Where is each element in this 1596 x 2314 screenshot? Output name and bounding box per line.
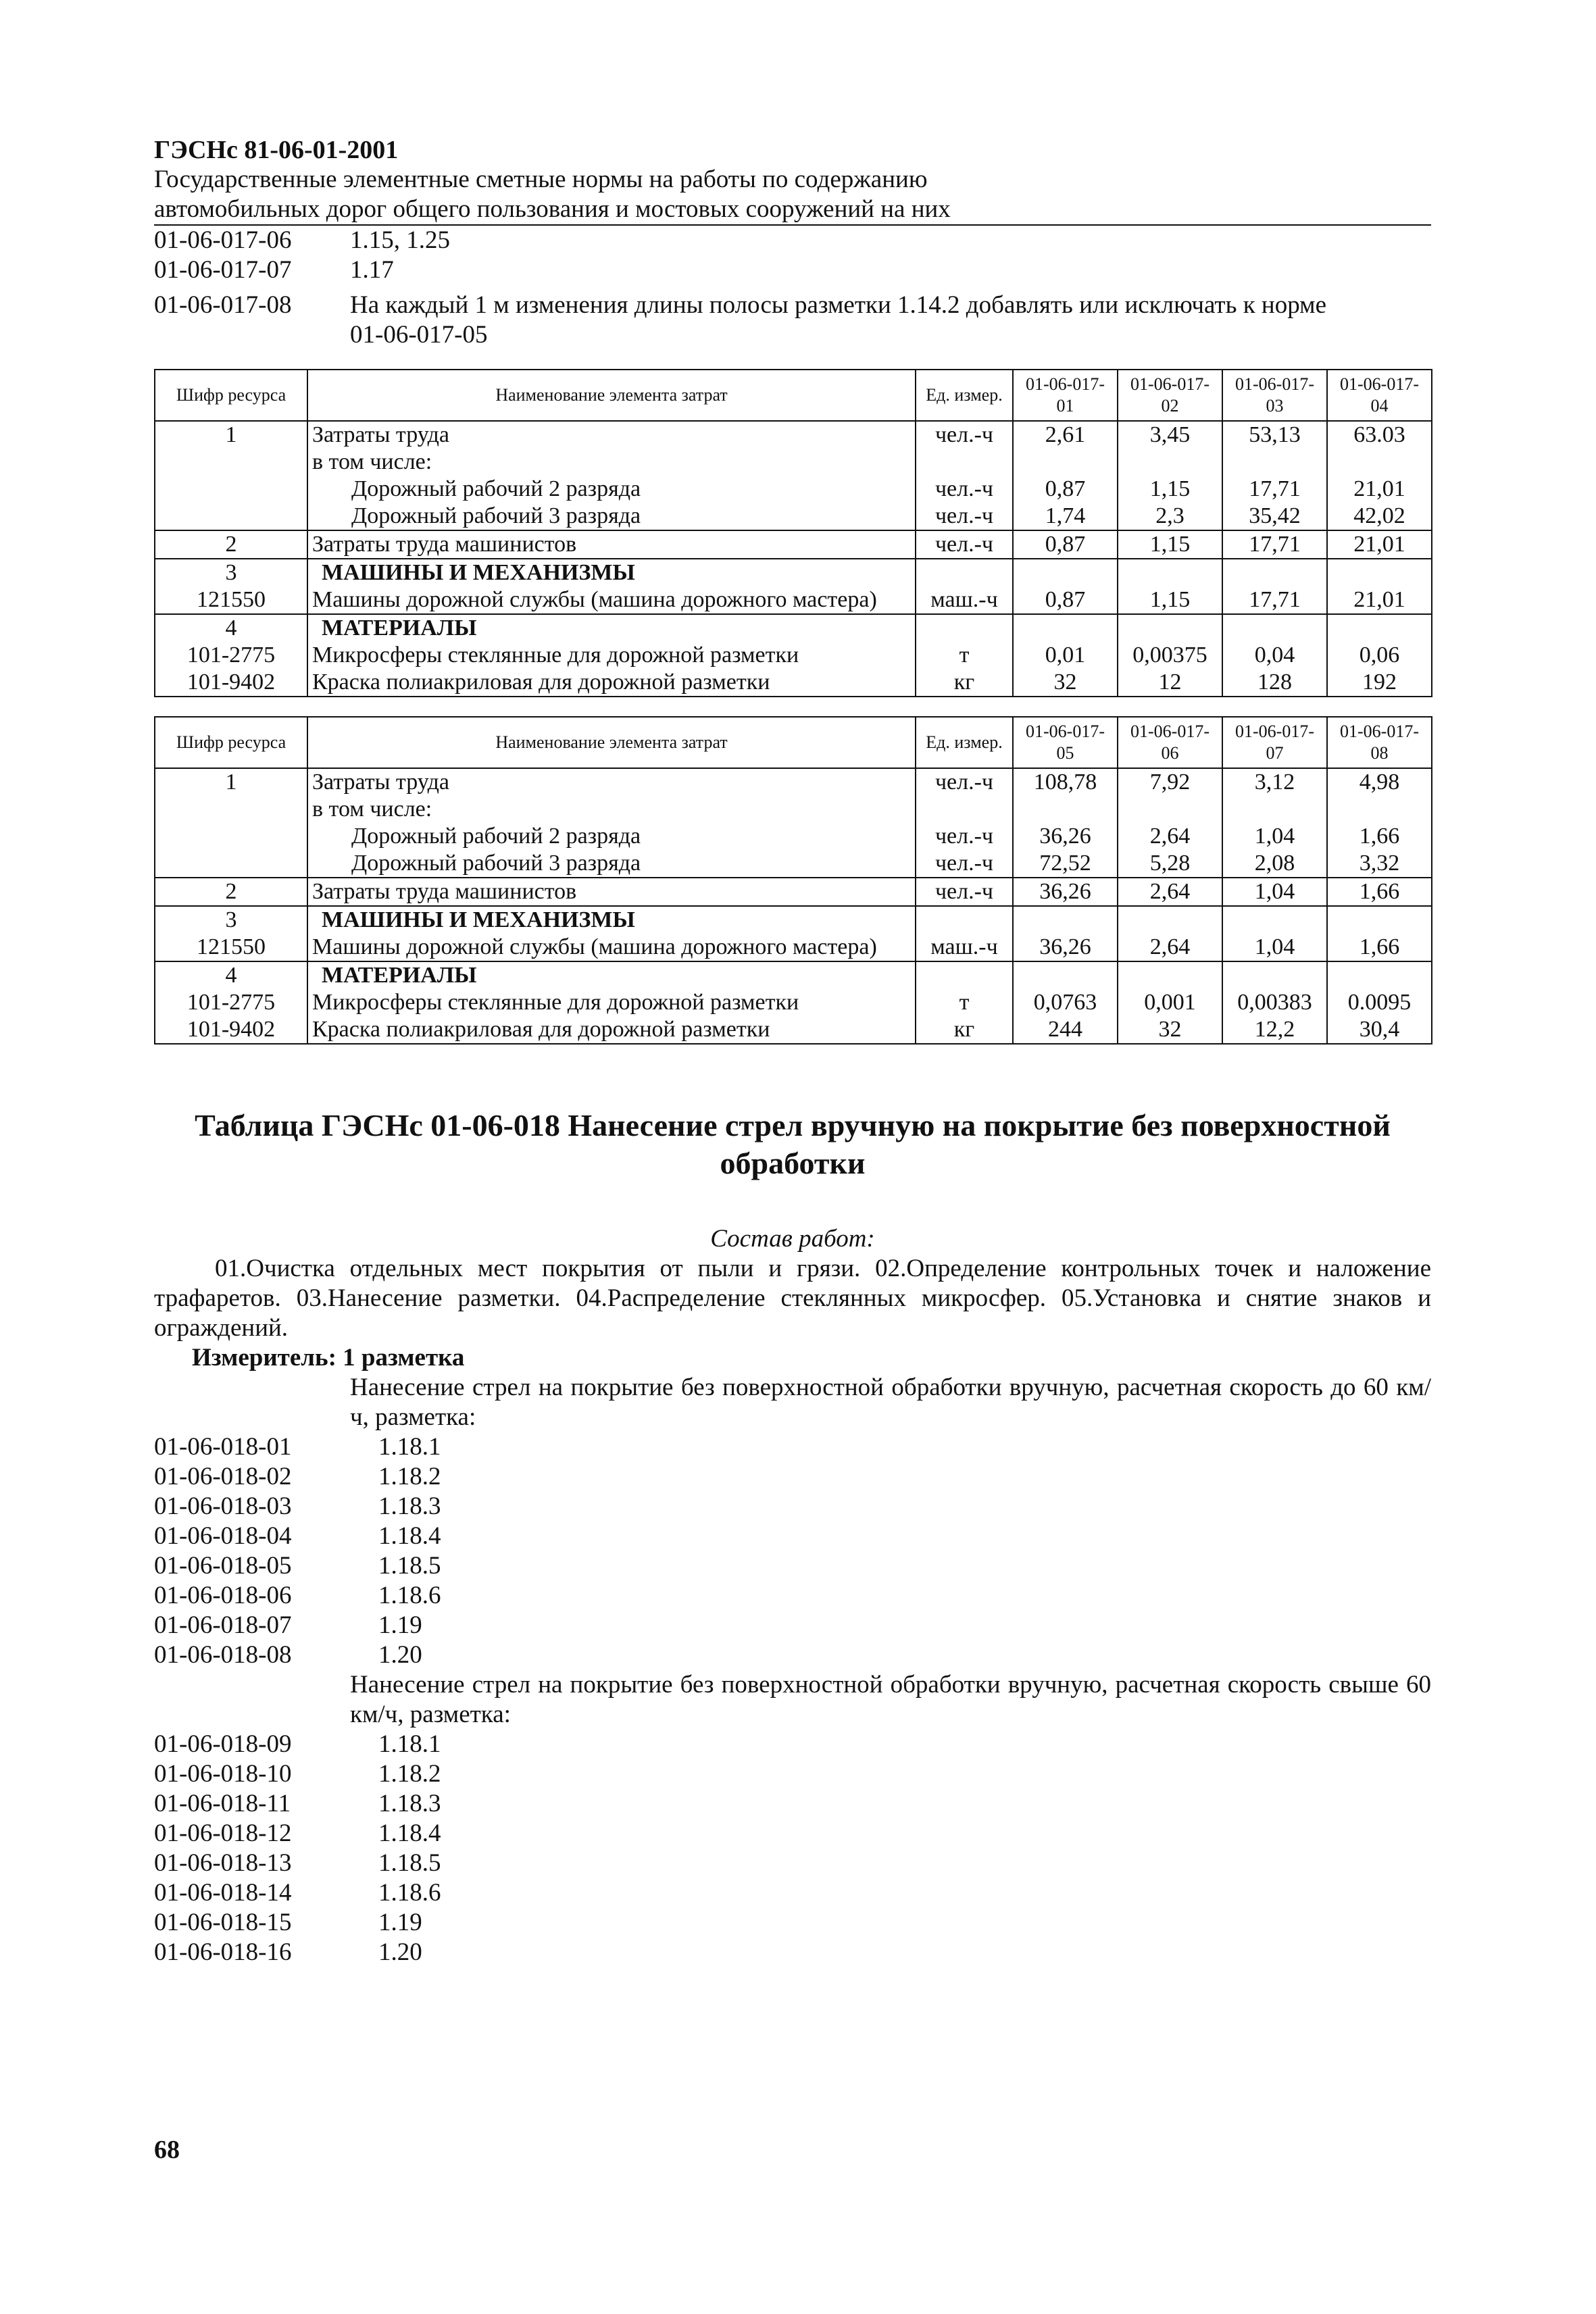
measure-value: 1 разметка	[343, 1344, 465, 1372]
resource-unit: кг	[916, 669, 1013, 697]
norm-value	[1118, 449, 1222, 476]
resource-name: в том числе:	[307, 449, 916, 476]
norm-value: 0,00383	[1222, 989, 1327, 1016]
code-row	[154, 1611, 1431, 1640]
norm-value: 2,08	[1222, 850, 1327, 878]
code-row	[154, 1908, 1431, 1938]
norm-value: 12,2	[1222, 1016, 1327, 1044]
code-row	[154, 1640, 1431, 1670]
section-heading: МАШИНЫ И МЕХАНИЗМЫ	[307, 559, 916, 586]
table-row	[155, 989, 1432, 1016]
resource-code: 4	[155, 614, 307, 642]
resource-code	[155, 449, 307, 476]
resource-unit	[916, 614, 1013, 642]
norm-ref: 1.17	[350, 256, 394, 284]
norm-value	[1013, 906, 1118, 934]
norm-code: 01-06-018-12	[154, 1819, 292, 1847]
code-row	[154, 291, 1431, 320]
document-page	[154, 135, 1431, 1967]
norm-code: 01-06-018-10	[154, 1760, 292, 1788]
norm-code: 01-06-017-07	[154, 256, 292, 284]
norm-value: 1,15	[1118, 530, 1222, 559]
norm-code: 01-06-018-09	[154, 1730, 292, 1758]
resource-unit	[916, 449, 1013, 476]
norm-value: 36,26	[1013, 934, 1118, 961]
norm-value: 1,66	[1327, 934, 1432, 961]
norm-value: 2,64	[1118, 823, 1222, 850]
norm-value: 0,06	[1327, 642, 1432, 669]
header-name: Наименование элемента затрат	[307, 717, 916, 768]
table-row	[155, 878, 1432, 906]
page-number: 68	[154, 2136, 180, 2164]
norm-ref: 1.18.6	[378, 1582, 441, 1609]
norm-value: 2,61	[1013, 421, 1118, 449]
norm-code: 01-06-018-03	[154, 1492, 292, 1520]
norm-value: 128	[1222, 669, 1327, 697]
norm-value: 108,78	[1013, 768, 1118, 796]
code-row	[154, 1581, 1431, 1611]
resource-code: 101-9402	[155, 1016, 307, 1044]
resource-unit: т	[916, 642, 1013, 669]
table-row	[155, 476, 1432, 503]
norm-value	[1222, 449, 1327, 476]
norm-value: 72,52	[1013, 850, 1118, 878]
resource-unit	[916, 961, 1013, 989]
norm-value	[1222, 906, 1327, 934]
resource-unit	[916, 796, 1013, 823]
norm-code: 01-06-018-11	[154, 1790, 291, 1817]
resource-unit: т	[916, 989, 1013, 1016]
norm-value: 17,71	[1222, 476, 1327, 503]
header-norm: 01-06-017-01	[1013, 370, 1118, 421]
norm-value: 21,01	[1327, 476, 1432, 503]
group-description: Нанесение стрел на покрытие без поверхностной обработки вручную, расчетная скорость свыше 60 км/ч, разметка:	[350, 1671, 1431, 1728]
group-description: Нанесение стрел на покрытие без поверхностной обработки вручную, расчетная скорость до 60 км/ч, разметка:	[350, 1374, 1431, 1431]
table-row	[155, 850, 1432, 878]
resource-code: 101-9402	[155, 669, 307, 697]
table-row	[155, 934, 1432, 961]
table-row	[155, 823, 1432, 850]
norm-value: 0,87	[1013, 586, 1118, 614]
norm-value: 1,66	[1327, 878, 1432, 906]
code-row	[154, 1462, 1431, 1492]
resource-code: 4	[155, 961, 307, 989]
table-row	[155, 1016, 1432, 1044]
header-norm: 01-06-017-06	[1118, 717, 1222, 768]
work-composition-label: Состав работ:	[710, 1225, 875, 1253]
norm-value: 17,71	[1222, 530, 1327, 559]
norm-code: 01-06-018-15	[154, 1909, 292, 1936]
norm-ref: 1.19	[378, 1909, 422, 1936]
resource-code: 101-2775	[155, 642, 307, 669]
header-unit: Ед. измер.	[916, 370, 1013, 421]
norm-code: 01-06-018-06	[154, 1582, 292, 1609]
norm-value: 2,3	[1118, 503, 1222, 530]
resource-code	[155, 476, 307, 503]
header-norm: 01-06-017-04	[1327, 370, 1432, 421]
norm-value	[1118, 906, 1222, 934]
table-row	[155, 796, 1432, 823]
norm-value: 0,001	[1118, 989, 1222, 1016]
norm-ref: 1.18.5	[378, 1849, 441, 1877]
resource-name: Затраты труда машинистов	[307, 878, 916, 906]
table-row	[155, 669, 1432, 697]
resource-unit	[916, 559, 1013, 586]
norm-value	[1327, 559, 1432, 586]
norm-value	[1118, 559, 1222, 586]
norm-value: 1,15	[1118, 476, 1222, 503]
resource-name: Машины дорожной службы (машина дорожного мастера)	[307, 586, 916, 614]
resource-code	[155, 503, 307, 530]
resource-unit: чел.-ч	[916, 823, 1013, 850]
resource-unit: маш.-ч	[916, 586, 1013, 614]
norm-value	[1013, 961, 1118, 989]
section-title-line: Таблица ГЭСНс 01-06-018 Нанесение стрел вручную на покрытие без поверхностной	[195, 1108, 1391, 1142]
norm-ref: 1.18.2	[378, 1463, 441, 1490]
norm-ref: 1.20	[378, 1938, 422, 1966]
norm-value	[1118, 614, 1222, 642]
norm-value: 21,01	[1327, 530, 1432, 559]
norm-value: 1,04	[1222, 934, 1327, 961]
header-line-1: Государственные элементные сметные нормы на работы по содержанию	[154, 166, 928, 193]
norm-value: 244	[1013, 1016, 1118, 1044]
norm-value: 4,98	[1327, 768, 1432, 796]
norm-value: 21,01	[1327, 586, 1432, 614]
resource-table-1	[154, 369, 1432, 697]
norm-value: 1,04	[1222, 823, 1327, 850]
code-row	[154, 1432, 1431, 1462]
code-row	[154, 1521, 1431, 1551]
header-norm: 01-06-017-08	[1327, 717, 1432, 768]
norm-value	[1118, 796, 1222, 823]
header-code: Шифр ресурса	[155, 717, 307, 768]
resource-name: Затраты труда	[307, 768, 916, 796]
resource-code: 2	[155, 530, 307, 559]
norm-code: 01-06-018-16	[154, 1938, 292, 1966]
norm-ref: 1.18.1	[378, 1730, 441, 1758]
header-code: Шифр ресурса	[155, 370, 307, 421]
norm-code: 01-06-017-06	[154, 226, 292, 254]
norm-code: 01-06-018-02	[154, 1463, 292, 1490]
table-row	[155, 961, 1432, 989]
norm-value: 36,26	[1013, 823, 1118, 850]
resource-unit: чел.-ч	[916, 850, 1013, 878]
resource-unit: чел.-ч	[916, 421, 1013, 449]
norm-value: 1,15	[1118, 586, 1222, 614]
header-unit: Ед. измер.	[916, 717, 1013, 768]
norm-value: 0,01	[1013, 642, 1118, 669]
table-row	[155, 530, 1432, 559]
table-row	[155, 449, 1432, 476]
norm-value: 0,00375	[1118, 642, 1222, 669]
norm-value: 36,26	[1013, 878, 1118, 906]
resource-code: 1	[155, 421, 307, 449]
section-title	[154, 1107, 1431, 1182]
resource-code	[155, 823, 307, 850]
norm-ref: 1.18.6	[378, 1879, 441, 1907]
norm-value	[1013, 559, 1118, 586]
norm-value: 32	[1118, 1016, 1222, 1044]
section-heading: МАТЕРИАЛЫ	[307, 961, 916, 989]
norm-value: 0,87	[1013, 530, 1118, 559]
resource-name: Микросферы стеклянные для дорожной разметки	[307, 989, 916, 1016]
norm-value	[1327, 796, 1432, 823]
resource-name: Дорожный рабочий 2 разряда	[307, 476, 916, 503]
norm-value: 0,04	[1222, 642, 1327, 669]
norm-value: 3,12	[1222, 768, 1327, 796]
norm-value	[1013, 614, 1118, 642]
resource-unit: маш.-ч	[916, 934, 1013, 961]
code-row	[154, 1819, 1431, 1848]
norm-value: 0.0095	[1327, 989, 1432, 1016]
table-row	[155, 642, 1432, 669]
resource-unit: чел.-ч	[916, 878, 1013, 906]
norm-value	[1013, 796, 1118, 823]
norm-code: 01-06-018-13	[154, 1849, 292, 1877]
top-code-list	[154, 226, 1431, 350]
table-row	[155, 586, 1432, 614]
section-heading: МАШИНЫ И МЕХАНИЗМЫ	[307, 906, 916, 934]
table-row	[155, 421, 1432, 449]
resource-name: Дорожный рабочий 3 разряда	[307, 850, 916, 878]
norm-code: 01-06-018-05	[154, 1552, 292, 1580]
resource-name: Краска полиакриловая для дорожной разметки	[307, 1016, 916, 1044]
norm-ref: 1.18.4	[378, 1819, 441, 1847]
norm-code: 01-06-018-14	[154, 1879, 292, 1907]
code-row	[154, 1759, 1431, 1789]
norm-ref: 1.19	[378, 1611, 422, 1639]
norm-value: 1,66	[1327, 823, 1432, 850]
norm-ref: 1.18.4	[378, 1522, 441, 1550]
header-norm: 01-06-017-02	[1118, 370, 1222, 421]
norm-value: 35,42	[1222, 503, 1327, 530]
resource-unit: чел.-ч	[916, 503, 1013, 530]
norm-value	[1327, 449, 1432, 476]
norm-value	[1327, 614, 1432, 642]
section-heading: МАТЕРИАЛЫ	[307, 614, 916, 642]
norm-value	[1013, 449, 1118, 476]
norm-ref: 1.18.3	[378, 1790, 441, 1817]
code-row	[154, 1878, 1431, 1908]
header-name: Наименование элемента затрат	[307, 370, 916, 421]
norm-value: 30,4	[1327, 1016, 1432, 1044]
header-norm: 01-06-017-05	[1013, 717, 1118, 768]
norm-value: 3,32	[1327, 850, 1432, 878]
note-continuation: 01-06-017-05	[350, 321, 488, 349]
header-norm: 01-06-017-07	[1222, 717, 1327, 768]
code-row	[154, 1848, 1431, 1878]
norm-value: 5,28	[1118, 850, 1222, 878]
table-row	[155, 768, 1432, 796]
table-header-row	[155, 370, 1432, 421]
resource-code	[155, 850, 307, 878]
table-row	[155, 614, 1432, 642]
norm-code: 01-06-018-01	[154, 1433, 292, 1461]
resource-code: 121550	[155, 934, 307, 961]
norm-code: 01-06-018-04	[154, 1522, 292, 1550]
table-header-row	[155, 717, 1432, 768]
code-row	[154, 1730, 1431, 1759]
resource-name: Дорожный рабочий 3 разряда	[307, 503, 916, 530]
norm-value: 2,64	[1118, 934, 1222, 961]
code-row	[154, 1789, 1431, 1819]
norm-value	[1327, 961, 1432, 989]
norm-code: 01-06-018-07	[154, 1611, 292, 1639]
table-row	[155, 503, 1432, 530]
resource-unit: чел.-ч	[916, 768, 1013, 796]
norm-ref: На каждый 1 м изменения длины полосы разметки 1.14.2 добавлять или исключать к норме	[350, 291, 1327, 319]
norm-ref: 1.18.1	[378, 1433, 441, 1461]
norm-ref: 1.20	[378, 1641, 422, 1669]
code-row	[154, 1551, 1431, 1581]
norm-value: 0,87	[1013, 476, 1118, 503]
norm-value: 0,0763	[1013, 989, 1118, 1016]
norm-value: 12	[1118, 669, 1222, 697]
section-title-line: обработки	[720, 1146, 866, 1180]
resource-name: Затраты труда	[307, 421, 916, 449]
norm-ref: 1.18.2	[378, 1760, 441, 1788]
norm-value: 192	[1327, 669, 1432, 697]
norm-ref: 1.15, 1.25	[350, 226, 450, 254]
norm-value	[1222, 961, 1327, 989]
resource-unit	[916, 906, 1013, 934]
norm-value	[1327, 906, 1432, 934]
norm-ref: 1.18.5	[378, 1552, 441, 1580]
norm-value: 7,92	[1118, 768, 1222, 796]
resource-code: 101-2775	[155, 989, 307, 1016]
norm-value: 63.03	[1327, 421, 1432, 449]
code-row	[154, 1938, 1431, 1967]
resource-unit: чел.-ч	[916, 476, 1013, 503]
header-norm: 01-06-017-03	[1222, 370, 1327, 421]
norm-value: 53,13	[1222, 421, 1327, 449]
resource-code	[155, 796, 307, 823]
norm-value: 2,64	[1118, 878, 1222, 906]
resource-unit: кг	[916, 1016, 1013, 1044]
norm-value: 32	[1013, 669, 1118, 697]
resource-name: Затраты труда машинистов	[307, 530, 916, 559]
document-code: ГЭСНс 81-06-01-2001	[154, 136, 399, 164]
table-row	[155, 906, 1432, 934]
norm-ref: 1.18.3	[378, 1492, 441, 1520]
norm-value: 1,04	[1222, 878, 1327, 906]
norm-value: 42,02	[1327, 503, 1432, 530]
norm-value	[1222, 559, 1327, 586]
resource-code: 3	[155, 906, 307, 934]
norm-code: 01-06-018-08	[154, 1641, 292, 1669]
code-row	[154, 1492, 1431, 1521]
header-line-2: автомобильных дорог общего пользования и мостовых сооружений на них	[154, 195, 1431, 226]
resource-name: Краска полиакриловая для дорожной разметки	[307, 669, 916, 697]
resource-name: Машины дорожной службы (машина дорожного мастера)	[307, 934, 916, 961]
work-composition-text: 01.Очистка отдельных мест покрытия от пыли и грязи. 02.Определение контрольных точек и наложение трафаретов. 03.Нанесение разметки. 04.Распределение стеклянных микросфер. 05.Установка и снятие знаков и ограждений.	[154, 1255, 1431, 1342]
table-row	[155, 559, 1432, 586]
code-row	[154, 255, 1431, 285]
code-row	[154, 226, 1431, 255]
norm-value	[1222, 796, 1327, 823]
resource-name: Микросферы стеклянные для дорожной разметки	[307, 642, 916, 669]
measure-label: Измеритель:	[192, 1344, 336, 1372]
resource-name: в том числе:	[307, 796, 916, 823]
resource-code: 1	[155, 768, 307, 796]
norm-value: 1,74	[1013, 503, 1118, 530]
resource-code: 2	[155, 878, 307, 906]
resource-code: 3	[155, 559, 307, 586]
norm-value: 17,71	[1222, 586, 1327, 614]
norm-value: 3,45	[1118, 421, 1222, 449]
norm-value	[1118, 961, 1222, 989]
resource-name: Дорожный рабочий 2 разряда	[307, 823, 916, 850]
resource-unit: чел.-ч	[916, 530, 1013, 559]
resource-table-2	[154, 716, 1432, 1045]
norm-code: 01-06-017-08	[154, 291, 292, 319]
measure-unit-line	[154, 1343, 1431, 1373]
norm-value	[1222, 614, 1327, 642]
resource-code: 121550	[155, 586, 307, 614]
